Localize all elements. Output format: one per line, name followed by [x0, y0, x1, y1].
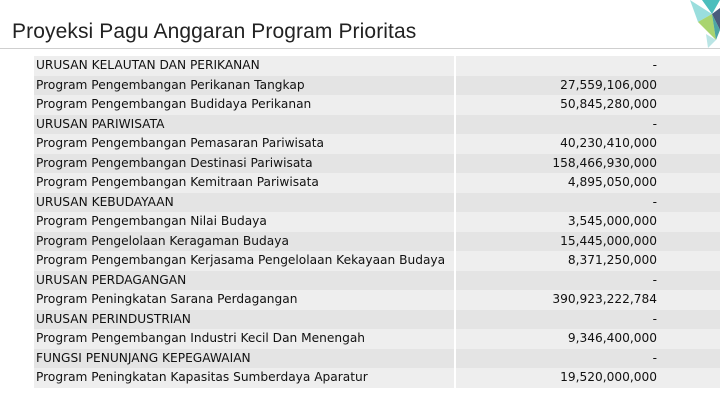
row-program-name: Program Pengembangan Pemasaran Pariwisata [34, 134, 454, 154]
row-program-name: URUSAN PERINDUSTRIAN [34, 310, 454, 330]
row-budget-value: 158,466,930,000 [456, 154, 720, 174]
row-budget-value: 50,845,280,000 [456, 95, 720, 115]
row-program-name: Program Pengembangan Industri Kecil Dan Menengah [34, 329, 454, 349]
corner-logo-decoration [650, 0, 720, 52]
row-budget-value: 8,371,250,000 [456, 251, 720, 271]
row-budget-value: 9,346,400,000 [456, 329, 720, 349]
row-program-name: Program Pengelolaan Keragaman Budaya [34, 232, 454, 252]
row-budget-value: - [456, 349, 720, 369]
table-row [34, 232, 720, 252]
table-row [34, 173, 720, 193]
table-row [34, 251, 720, 271]
table-row [34, 310, 720, 330]
row-program-name: URUSAN PARIWISATA [34, 115, 454, 135]
row-budget-value: 27,559,106,000 [456, 76, 720, 96]
row-budget-value: - [456, 115, 720, 135]
row-budget-value: 15,445,000,000 [456, 232, 720, 252]
row-budget-value: - [456, 56, 720, 76]
row-program-name: Program Pengembangan Kemitraan Pariwisata [34, 173, 454, 193]
table-row [34, 115, 720, 135]
table-row [34, 193, 720, 213]
row-program-name: URUSAN PERDAGANGAN [34, 271, 454, 291]
row-program-name: Program Peningkatan Sarana Perdagangan [34, 290, 454, 310]
row-program-name: Program Pengembangan Budidaya Perikanan [34, 95, 454, 115]
row-budget-value: 40,230,410,000 [456, 134, 720, 154]
table-row [34, 56, 720, 76]
table-row [34, 154, 720, 174]
table-row [34, 349, 720, 369]
row-program-name: FUNGSI PENUNJANG KEPEGAWAIAN [34, 349, 454, 369]
row-program-name: Program Pengembangan Perikanan Tangkap [34, 76, 454, 96]
row-budget-value: 390,923,222,784 [456, 290, 720, 310]
table-row [34, 290, 720, 310]
table-row [34, 76, 720, 96]
row-program-name: Program Peningkatan Kapasitas Sumberdaya Aparatur [34, 368, 454, 388]
row-program-name: Program Pengembangan Nilai Budaya [34, 212, 454, 232]
title-divider [0, 48, 720, 49]
page-title: Proyeksi Pagu Anggaran Program Prioritas [12, 20, 417, 43]
row-budget-value: - [456, 310, 720, 330]
row-budget-value: - [456, 271, 720, 291]
table-row [34, 368, 720, 388]
row-program-name: Program Pengembangan Destinasi Pariwisata [34, 154, 454, 174]
row-budget-value: - [456, 193, 720, 213]
row-program-name: Program Pengembangan Kerjasama Pengelolaan Kekayaan Budaya [34, 251, 454, 271]
row-program-name: URUSAN KEBUDAYAAN [34, 193, 454, 213]
row-budget-value: 19,520,000,000 [456, 368, 720, 388]
row-budget-value: 4,895,050,000 [456, 173, 720, 193]
table-row [34, 329, 720, 349]
budget-table [34, 56, 720, 388]
row-budget-value: 3,545,000,000 [456, 212, 720, 232]
row-program-name: URUSAN KELAUTAN DAN PERIKANAN [34, 56, 454, 76]
table-row [34, 95, 720, 115]
table-row [34, 134, 720, 154]
table-row [34, 271, 720, 291]
table-row [34, 212, 720, 232]
